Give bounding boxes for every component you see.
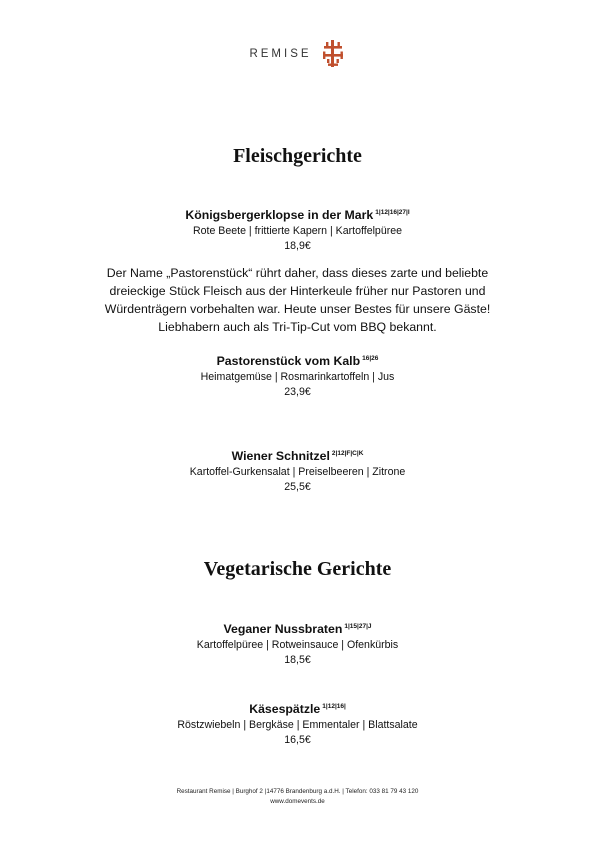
- note-line: dreieckige Stück Fleisch aus der Hinterkeule früher nur Pastoren und: [109, 284, 486, 298]
- dish-name: Wiener Schnitzel $^{2|12|F|C|K}$: [231, 449, 364, 463]
- brand-name: REMISE: [249, 48, 312, 60]
- dish-description: Heimatgemüse | Rosmarinkartoffeln | Jus: [200, 371, 395, 383]
- dish-price: 18,9€: [284, 240, 311, 252]
- dish-price: 18,5€: [284, 654, 311, 666]
- dish-price: 16,5€: [284, 734, 311, 746]
- section-title-fleischgerichte: Fleischgerichte: [233, 145, 362, 167]
- section-title-vegetarische-gerichte: Vegetarische Gerichte: [203, 558, 392, 580]
- dish-description: Rote Beete | frittierte Kapern | Kartoffelpüree: [192, 225, 403, 237]
- dish-name: Veganer Nussbraten $^{1|15|27|J}$: [223, 622, 372, 636]
- allergen-codes: 1|15|27|J: [344, 623, 372, 630]
- footer-website: www.domevents.de: [270, 797, 325, 805]
- dish-name: Pastorenstück vom Kalb $^{16|26}$: [216, 354, 379, 368]
- note-line: Würdenträgern vorbehalten war. Heute unser Bestes für unsere Gäste!: [104, 302, 491, 316]
- dish-description: Kartoffel-Gurkensalat | Preiselbeeren | Zitrone: [189, 466, 406, 478]
- pastorenstueck-note: [0, 264, 595, 336]
- dish-price: 23,9€: [284, 386, 311, 398]
- allergen-codes: 2|12|F|C|K: [331, 450, 364, 457]
- dish-pastorenstueck: [0, 350, 595, 400]
- dish-description: Kartoffelpüree | Rotweinsauce | Ofenkürbis: [196, 639, 399, 651]
- allergen-codes: 1|12|16|27|I: [375, 209, 410, 216]
- dish-veganer-nussbraten: [0, 618, 595, 668]
- dish-koenigsbergerklopse: [0, 204, 595, 254]
- footer-address: Restaurant Remise | Burghof 2 |14776 Brandenburg a.d.H. | Telefon: 033 81 79 43 120: [176, 788, 419, 795]
- dish-wiener-schnitzel: [0, 445, 595, 495]
- dish-name: Königsbergerklopse in der Mark $^{1|12|16|27|I}$: [185, 208, 410, 222]
- allergen-codes: 16|26: [362, 355, 379, 362]
- cross-key-logo-icon: [320, 39, 346, 69]
- dish-price: 25,5€: [284, 481, 311, 493]
- note-line: Liebhabern auch als Tri-Tip-Cut vom BBQ bekannt.: [158, 320, 437, 334]
- dish-name: Käsespätzle $^{1|12|16|}$: [249, 702, 346, 716]
- note-line: Der Name „Pastorenstück“ rührt daher, dass dieses zarte und beliebte: [106, 266, 489, 280]
- dish-description: Röstzwiebeln | Bergkäse | Emmentaler | Blattsalate: [177, 719, 418, 731]
- allergen-codes: 1|12|16|: [322, 703, 346, 710]
- header-logo: [0, 36, 595, 72]
- dish-kaesespaetzle: [0, 698, 595, 748]
- footer: [0, 787, 595, 806]
